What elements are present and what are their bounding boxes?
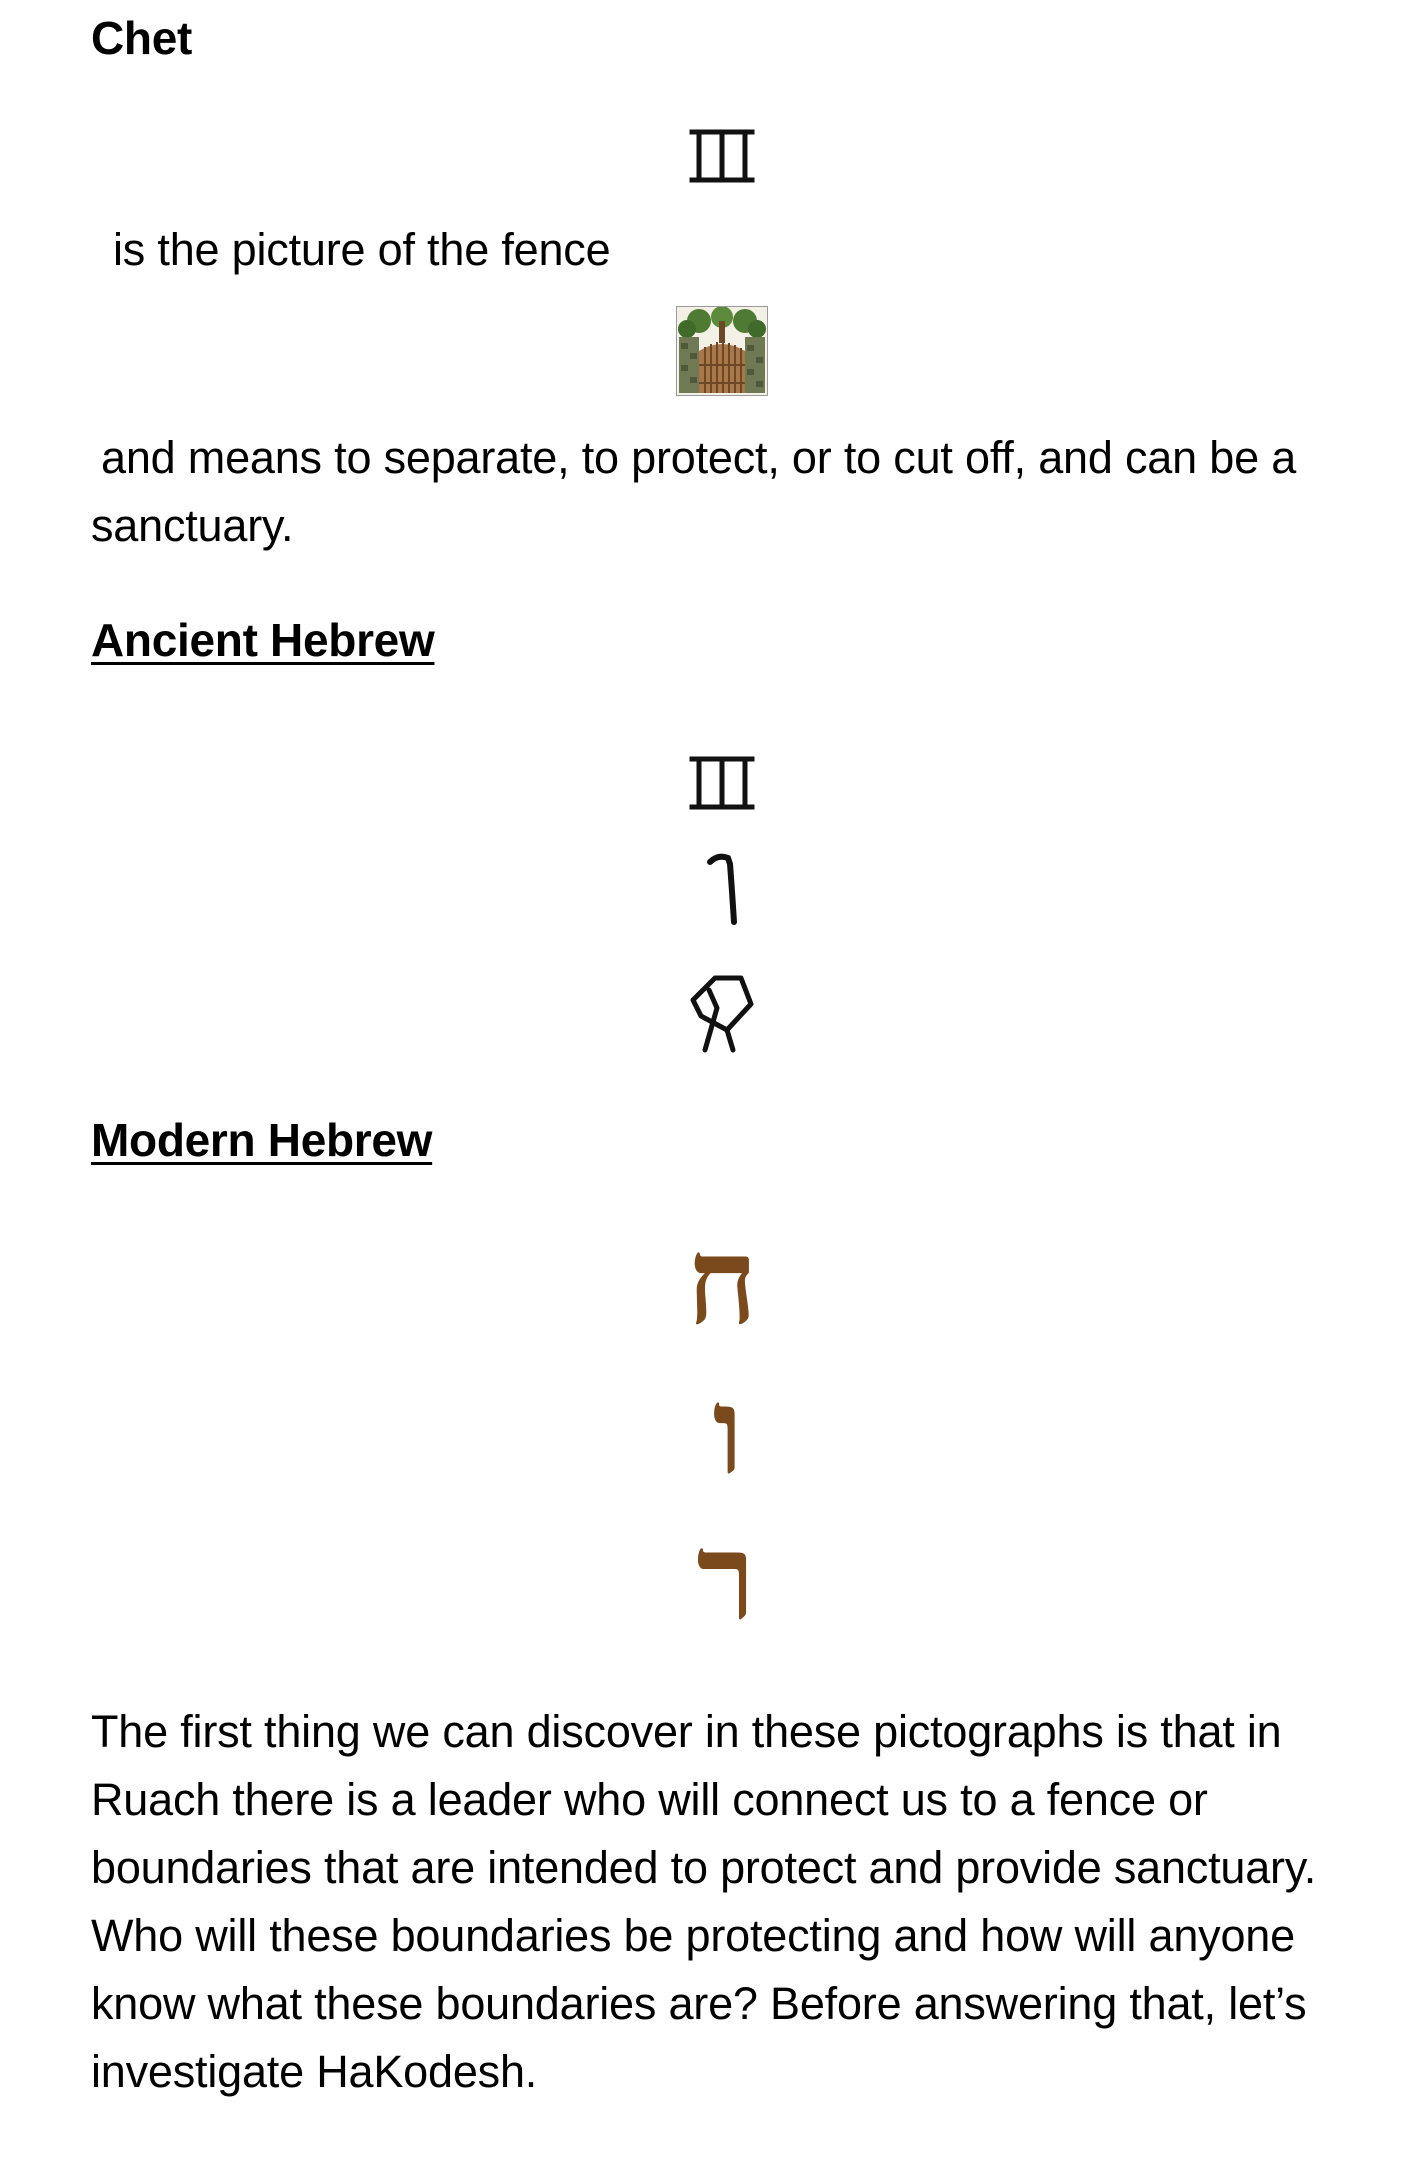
modern-hebrew-heading: Modern Hebrew (91, 1114, 433, 1166)
pictograph-caption: is the picture of the fence (113, 224, 611, 275)
ancient-vav-icon (694, 848, 750, 928)
modern-letter-vav: ו (712, 1361, 744, 1502)
garden-gate-fence-picture (676, 306, 768, 396)
ancient-hebrew-heading: Ancient Hebrew (91, 614, 435, 666)
ancient-resh-icon (686, 968, 758, 1056)
letter-title: Chet (91, 12, 193, 64)
ancient-chet-fence-icon (684, 126, 760, 186)
ancient-chet-icon (684, 752, 760, 814)
letter-meaning: and means to separate, to protect, or to cut off, and can be a sanctuary. (91, 432, 1297, 551)
modern-letter-chet: ח (686, 1211, 758, 1352)
conclusion-paragraph: The first thing we can discover in these pictographs is that in Ruach there is a leader who will connect us to a fence or boundaries that are intended to protect and provide sanctuary. Who will these boundaries be protecting and how will anyone know what these boundaries are? Before answering that, let’s investigate HaKodesh. (91, 1706, 1317, 2097)
modern-letter-resh: ר (696, 1507, 756, 1648)
